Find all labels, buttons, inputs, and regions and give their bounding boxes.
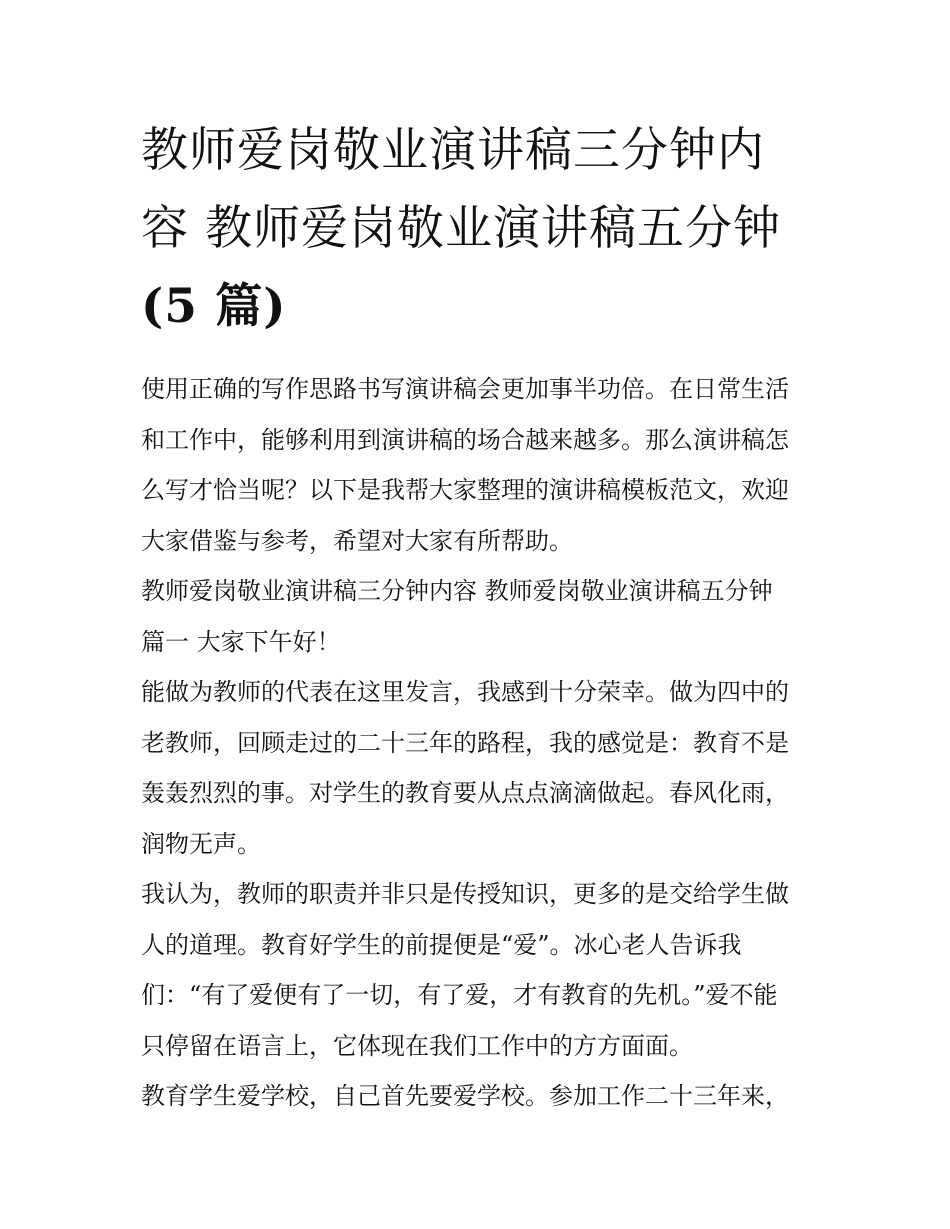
title-line: 容 教师爱岗敬业演讲稿五分钟	[141, 201, 781, 256]
body-line: 老教师，回顾走过的二十三年的路程，我的感觉是：教育不是	[141, 728, 789, 757]
document-content	[141, 112, 821, 1122]
body-line: 和工作中，能够利用到演讲稿的场合越来越多。那么演讲稿怎	[141, 425, 789, 454]
body-line: 使用正确的写作思路书写演讲稿会更加事半功倍。在日常生活	[141, 375, 789, 403]
title-line: (5 篇)	[141, 279, 287, 334]
document-title	[141, 112, 821, 346]
title-line: 教师爱岗敬业演讲稿三分钟内	[141, 123, 765, 178]
body-line: 润物无声。	[141, 829, 261, 858]
body-line: 能做为教师的代表在这里发言，我感到十分荣幸。做为四中的	[141, 678, 789, 706]
body-line: 轰轰烈烈的事。对学生的教育要从点点滴滴做起。春风化雨，	[141, 779, 789, 807]
body-line: 人的道理。教育好学生的前提便是“爱”。冰心老人告诉我	[141, 930, 742, 959]
body-line: 么写才恰当呢？以下是我帮大家整理的演讲稿模板范文，欢迎	[141, 476, 789, 504]
body-line: 教师爱岗敬业演讲稿三分钟内容 教师爱岗敬业演讲稿五分钟	[141, 577, 773, 605]
body-line: 大家借鉴与参考，希望对大家有所帮助。	[141, 526, 573, 555]
body-line: 只停留在语言上，它体现在我们工作中的方方面面。	[141, 1031, 693, 1060]
body-line: 教育学生爱学校，自己首先要爱学校。参加工作二十三年来，	[141, 1082, 789, 1110]
body-line: 们：“有了爱便有了一切，有了爱，才有教育的先机。”爱不能	[141, 981, 778, 1009]
body-line: 篇一 大家下午好！	[141, 627, 341, 656]
body-line: 我认为，教师的职责并非只是传授知识，更多的是交给学生做	[141, 880, 789, 908]
document-body	[141, 364, 821, 1122]
